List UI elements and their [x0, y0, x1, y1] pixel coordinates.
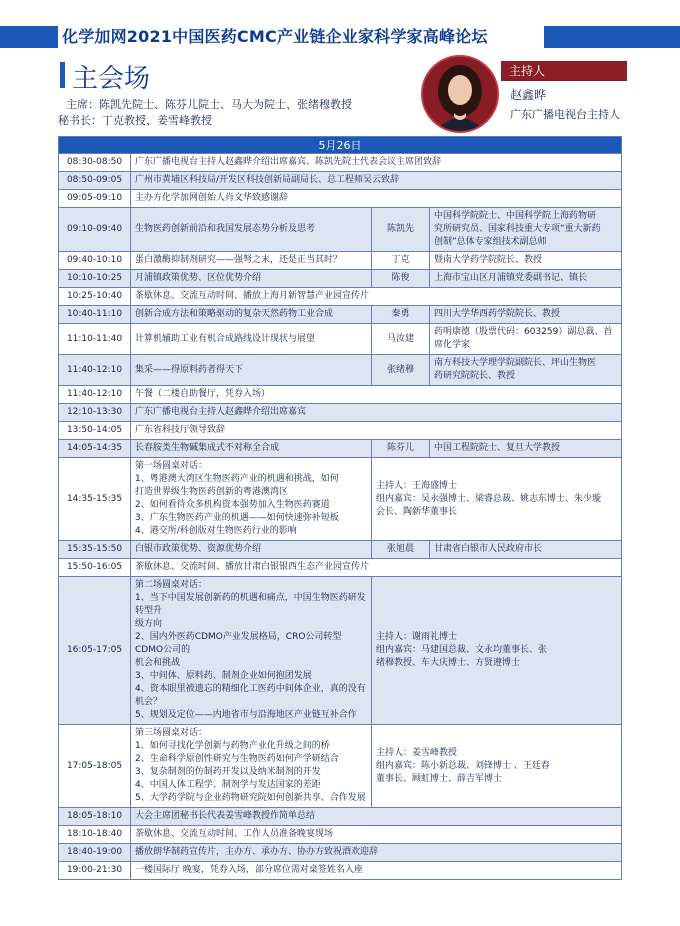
text-line: 甘肃省白银市人民政府市长 — [434, 544, 543, 554]
schedule-row — [59, 252, 622, 270]
text-line: 5、规划及定位——内地省市与沿海地区产业链互补合作 — [135, 710, 357, 720]
schedule-row — [59, 541, 622, 559]
schedule-topic: 茶歇休息、交流互动时间、播放上海月新智慧产业园宣传片 — [131, 288, 622, 306]
schedule-panel — [372, 458, 622, 541]
schedule-time: 11:40-12:10 — [59, 355, 131, 386]
schedule-panel — [372, 577, 622, 725]
text-line: 绪穆教授、车大庆博士、方贤遵博士 — [376, 658, 521, 668]
host-tag: 主持人 — [501, 61, 627, 81]
schedule-time: 08:30-08:50 — [59, 154, 131, 172]
schedule-row — [59, 306, 622, 324]
schedule-table — [58, 136, 622, 880]
text-line: 4、中国人体工程学、制剂学与发达国家的差距 — [135, 780, 321, 790]
schedule-topic: 茶歇休息、交流时间、播放甘肃白银银西生态产业园宣传片 — [131, 559, 622, 577]
schedule-speaker: 陈俊 — [372, 270, 430, 288]
text-line: 机会和挑战 — [135, 658, 181, 668]
schedule-affiliation — [430, 440, 622, 458]
schedule-row — [59, 844, 622, 862]
schedule-row — [59, 404, 622, 422]
schedule-affiliation — [430, 270, 622, 288]
schedule-time: 12:10-13:30 — [59, 404, 131, 422]
text-line: 中国工程院院士、复旦大学教授 — [434, 443, 561, 453]
schedule-topic: 集采——得原料药者得天下 — [131, 355, 372, 386]
schedule-time: 10:25-10:40 — [59, 288, 131, 306]
secretary-line: 秘书长：丁克教授、姜雪峰教授 — [58, 114, 212, 127]
schedule-speaker: 张旭晨 — [372, 541, 430, 559]
text-line: 创制”总体专家组技术副总师 — [434, 237, 547, 247]
schedule-speaker: 秦勇 — [372, 306, 430, 324]
schedule-row — [59, 577, 622, 725]
schedule-row — [59, 559, 622, 577]
schedule-time: 11:40-12:10 — [59, 386, 131, 404]
schedule-topic: 广东广播电视台主持人赵鑫晔介绍出席嘉宾 — [131, 404, 622, 422]
text-line: 3、广东生物医药产业的机遇——如何快速弥补短板 — [135, 513, 339, 523]
schedule-time: 14:05-14:35 — [59, 440, 131, 458]
text-line: 2、国内外医药CDMO产业发展格局，CRO公司转型CDMO公司的 — [135, 632, 342, 655]
schedule-row — [59, 826, 622, 844]
schedule-time: 16:05-17:05 — [59, 577, 131, 725]
schedule-topic — [131, 577, 372, 725]
text-line: 会长、陶新华董事长 — [376, 506, 458, 517]
schedule-topic: 长春胺类生物碱集成式不对称全合成 — [131, 440, 372, 458]
schedule-row — [59, 208, 622, 252]
text-line: 董事长、顾虹博士、薛吉军博士 — [376, 773, 503, 784]
schedule-time: 18:05-18:10 — [59, 808, 131, 826]
schedule-topic — [131, 725, 372, 808]
schedule-topic: 白银市政策优势、资源优势介绍 — [131, 541, 372, 559]
schedule-row — [59, 440, 622, 458]
schedule-topic: 蛋白激酶抑制剂研究——强弩之末，还是正当其时？ — [131, 252, 372, 270]
schedule-row — [59, 422, 622, 440]
schedule-row — [59, 725, 622, 808]
schedule-affiliation — [430, 355, 622, 386]
text-line: 组内嘉宾：吴永强博士、梁睿总裁、姚志东博士、朱少璇 — [376, 493, 602, 504]
schedule-row — [59, 288, 622, 306]
schedule-topic: 生物医药创新前沿和我国发展态势分析及思考 — [131, 208, 372, 252]
text-line: 南方科技大学理学院副院长、坪山生物医 — [434, 358, 597, 368]
schedule-affiliation — [430, 208, 622, 252]
schedule-time: 18:40-19:00 — [59, 844, 131, 862]
schedule-row — [59, 270, 622, 288]
schedule-time: 10:10-10:25 — [59, 270, 131, 288]
schedule-speaker: 马汝建 — [372, 324, 430, 355]
text-line: 主持人：姜雪峰教授 — [376, 747, 458, 758]
text-line: 组内嘉宾：马建国总裁、文永均董事长、张 — [376, 645, 548, 655]
schedule-topic: 大会主席团秘书长代表姜雪峰教授作简单总结 — [131, 808, 622, 826]
schedule-topic: 月浦镇政策优势、区位优势介绍 — [131, 270, 372, 288]
schedule-topic: 广东省科技厅领导致辞 — [131, 422, 622, 440]
schedule-time: 14:35-15:35 — [59, 458, 131, 541]
schedule-time: 09:40-10:10 — [59, 252, 131, 270]
schedule-topic: 午餐（二楼自助餐厅，凭券入场） — [131, 386, 622, 404]
schedule-row — [59, 154, 622, 172]
schedule-row — [59, 808, 622, 826]
schedule-affiliation — [430, 324, 622, 355]
text-line: 第三场圆桌对话： — [135, 728, 208, 738]
text-line: 席化学家 — [434, 340, 471, 350]
schedule-time: 09:05-09:10 — [59, 190, 131, 208]
schedule-topic — [131, 458, 372, 541]
schedule-time: 18:10-18:40 — [59, 826, 131, 844]
schedule-affiliation — [430, 306, 622, 324]
schedule-time: 19:00-21:30 — [59, 862, 131, 880]
schedule-topic: 广东广播电视台主持人赵鑫晔介绍出席嘉宾、陈凯先院士代表会议主席团致辞 — [131, 154, 622, 172]
venue-marker — [60, 62, 65, 88]
venue-title: 主会场 — [72, 64, 151, 94]
schedule-time: 10:40-11:10 — [59, 306, 131, 324]
schedule-affiliation — [430, 252, 622, 270]
schedule-row — [59, 172, 622, 190]
header-accent-bar-left — [0, 26, 58, 48]
schedule-row — [59, 324, 622, 355]
schedule-row — [59, 862, 622, 880]
schedule-topic: 主办方化学加网创始人肖文华致感谢辞 — [131, 190, 622, 208]
text-line: 3、中间体、原料药、制剂企业如何抱团发展 — [135, 671, 312, 681]
text-line: 究所研究员、国家科技重大专项“重大新药 — [434, 224, 601, 234]
text-line: 2、生命科学原创性研究与生物医药如何产学研结合 — [135, 754, 339, 764]
schedule-topic: 广州市黄埔区科技局/开发区科技创新局副局长、总工程师吴云致辞 — [131, 172, 622, 190]
schedule-speaker: 陈芬儿 — [372, 440, 430, 458]
schedule-topic: 创新合成方法和策略驱动的复杂天然药物工业合成 — [131, 306, 372, 324]
text-line: 级方向 — [135, 619, 163, 629]
text-line: 第一场圆桌对话： — [135, 461, 208, 471]
schedule-topic: 播放朗华制药宣传片，主办方、承办方、协办方致祝酒欢迎辞 — [131, 844, 622, 862]
schedule-time: 11:10-11:40 — [59, 324, 131, 355]
text-line: 四川大学华西药学院院长、教授 — [434, 309, 561, 319]
schedule-row — [59, 190, 622, 208]
schedule-panel — [372, 725, 622, 808]
host-name: 赵鑫晔 — [510, 88, 547, 102]
schedule-speaker: 陈凯先 — [372, 208, 430, 252]
text-line: 1、当下中国发展创新药的机遇和痛点，中国生物医药研发转型升 — [135, 593, 366, 616]
text-line: 2、如何看待众多机构资本强势加入生物医药赛道 — [135, 500, 330, 510]
event-title: 化学加网2021中国医药CMC产业链企业家科学家高峰论坛 — [62, 27, 488, 46]
schedule-time: 13:50-14:05 — [59, 422, 131, 440]
schedule-speaker: 丁克 — [372, 252, 430, 270]
text-line: 4、港交所/科创版对生物医药行业的影响 — [135, 526, 297, 536]
text-line: 1、粤港澳大湾区生物医药产业的机遇和挑战，如何 — [135, 474, 339, 484]
text-line: 主持人：王海盛博士 — [376, 480, 458, 491]
host-title: 广东广播电视台主持人 — [510, 108, 620, 121]
schedule-row — [59, 355, 622, 386]
schedule-date-header: 5月26日 — [59, 137, 622, 154]
text-line: 药研究院院长、教授 — [434, 371, 516, 381]
text-line: 组内嘉宾：陈小新总裁、刘锋博士 、王廷春 — [376, 760, 550, 771]
schedule-time: 09:10-09:40 — [59, 208, 131, 252]
schedule-topic: 一楼国际厅 晚宴，凭券入场，部分席位需对桌签姓名入座 — [131, 862, 622, 880]
schedule-row — [59, 386, 622, 404]
schedule-affiliation — [430, 541, 622, 559]
schedule-topic: 计算机辅助工业有机合成路线设计现状与展望 — [131, 324, 372, 355]
text-line: 上海市宝山区月浦镇党委副书记、镇长 — [434, 273, 588, 283]
text-line: 中国科学院院士、中国科学院上海药物研 — [434, 211, 597, 221]
text-line: 打造世界级生物医药创新的粤港澳湾区 — [135, 487, 289, 497]
host-avatar — [421, 55, 499, 133]
chairs-line: 主席：陈凯先院士、陈芬儿院士、马大为院士、张绪穆教授 — [66, 98, 352, 111]
text-line: 3、复杂制剂的仿制药开发以及纳米制剂的开发 — [135, 767, 321, 777]
text-line: 暨南大学药学院院长、教授 — [434, 255, 543, 265]
schedule-time: 15:35-15:50 — [59, 541, 131, 559]
schedule-speaker: 张绪穆 — [372, 355, 430, 386]
header-accent-bar-right — [544, 26, 680, 48]
text-line: 1、如何寻找化学创新与药物产业化升级之间的桥 — [135, 741, 330, 751]
text-line: 4、资本眼里被遗忘的精细化工医药中间体企业，真的没有机会？ — [135, 684, 366, 707]
schedule-topic: 茶歇休息、交流互动时间、工作人员准备晚宴现场 — [131, 826, 622, 844]
text-line: 5、大学药学院与企业药物研究院如何创新共享、合作发展 — [135, 793, 366, 803]
text-line: 药明康德（股票代码：603259）副总裁、首 — [434, 327, 613, 337]
schedule-time: 15:50-16:05 — [59, 559, 131, 577]
schedule-time: 08:50-09:05 — [59, 172, 131, 190]
text-line: 第二场圆桌对话： — [135, 580, 208, 590]
text-line: 主持人：谢雨礼博士 — [376, 632, 458, 642]
schedule-row — [59, 458, 622, 541]
schedule-time: 17:05-18:05 — [59, 725, 131, 808]
